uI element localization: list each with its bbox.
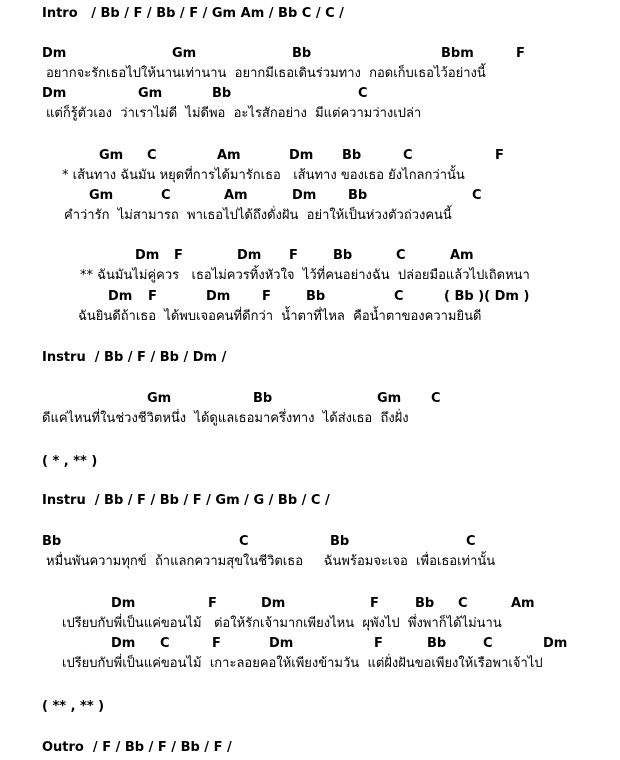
lyric-line: ดีแค่ไหนที่ในช่วงชีวิตหนึ่ง ได้ดูแลเธอมาครึ่งทาง ได้ส่งเธอ ถึงฝั่ง (42, 411, 409, 426)
instrumental-line: Instru / Bb / F / Bb / Dm / (42, 350, 227, 365)
chord: C (396, 248, 406, 263)
chord: F (495, 148, 504, 163)
chord: C (431, 391, 441, 406)
chord: Bb (427, 636, 447, 651)
chord: Dm (42, 86, 67, 101)
chord: Dm (111, 596, 136, 611)
chord: Gm (138, 86, 163, 101)
chord: F (174, 248, 183, 263)
chord: Bb (330, 534, 350, 549)
lyric-line: เปรียบกับพี่เป็นแค่ขอนไม้ ต่อให้รักเจ้ามากเพียงไหน ผุพังไป พึ่งพาก็ได้ไม่นาน (62, 616, 502, 631)
lyric-line: อยากจะรักเธอไปให้นานเท่านาน อยากมีเธอเดินร่วมทาง กอดเก็บเธอไว้อย่างนี้ (46, 66, 486, 81)
chord: Am (450, 248, 474, 263)
chord: Bbm (441, 46, 474, 61)
lyric-line: หมื่นพันความทุกข์ ถ้าแลกความสุขในชีวิตเธอ ฉันพร้อมจะเจอ เพื่อเธอเท่านั้น (46, 554, 496, 569)
chord: Am (217, 148, 241, 163)
chord: Dm (135, 248, 160, 263)
chord: F (374, 636, 383, 651)
chord: C (458, 596, 468, 611)
chord: C (161, 188, 171, 203)
chord: C (358, 86, 368, 101)
chord: Am (511, 596, 535, 611)
lyric-line: คำว่ารัก ไม่สามารถ พาเธอไปได้ถึงดั่งฝัน อย่าให้เป็นห่วงตัวถ่วงคนนี้ (64, 208, 452, 223)
chord: Bb (415, 596, 435, 611)
chord: Bb (306, 289, 326, 304)
chord: C (472, 188, 482, 203)
chord: Dm (289, 148, 314, 163)
chord: F (212, 636, 221, 651)
chord: Bb (342, 148, 362, 163)
chord: F (289, 248, 298, 263)
lyric-line: * เส้นทาง ฉันมัน หยุดที่การได้มารักเธอ เส้นทาง ของเธอ ยังไกลกว่านั้น (62, 168, 465, 183)
chord: C (483, 636, 493, 651)
chord: Dm (111, 636, 136, 651)
chord: ( Bb )( Dm ) (444, 289, 530, 304)
chord: C (394, 289, 404, 304)
chord: C (160, 636, 170, 651)
chord: Dm (237, 248, 262, 263)
repeat-marker: ( ** , ** ) (42, 699, 105, 714)
lyric-line: ฉันยินดีถ้าเธอ ได้พบเจอคนที่ดีกว่า น้ำตาที่ไหล คือน้ำตาของความยินดี (78, 309, 482, 324)
chord: Bb (42, 534, 62, 549)
chord: Dm (261, 596, 286, 611)
chord: C (239, 534, 249, 549)
chord: Gm (99, 148, 124, 163)
chord: Dm (543, 636, 568, 651)
chord: C (403, 148, 413, 163)
lyric-line: เปรียบกับพี่เป็นแค่ขอนไม้ เกาะลอยคอให้เพียงข้ามวัน แต่ฝั่งฝันขอเพียงให้เรือพาเจ้าไป (62, 656, 543, 671)
lyric-line: ** ฉันมันไม่คู่ควร เธอไม่ควรทิ้งหัวใจ ไว้ที่คนอย่างฉัน ปล่อยมือแล้วไปเถิดหนา (80, 268, 530, 283)
chord: Dm (206, 289, 231, 304)
chord: Bb (253, 391, 273, 406)
chord: F (262, 289, 271, 304)
chord: F (516, 46, 525, 61)
chord: Bb (212, 86, 232, 101)
chord: Dm (269, 636, 294, 651)
chord: Gm (89, 188, 114, 203)
chord: Bb (292, 46, 312, 61)
chord: Bb (333, 248, 353, 263)
chord: F (148, 289, 157, 304)
instrumental-line: Instru / Bb / F / Bb / F / Gm / G / Bb / C / (42, 493, 330, 508)
intro-line: Intro / Bb / F / Bb / F / Gm Am / Bb C / C / (42, 6, 344, 21)
chord: Gm (172, 46, 197, 61)
chord: C (147, 148, 157, 163)
lyric-line: แต่ก็รู้ตัวเอง ว่าเราไม่ดี ไม่ดีพอ อะไรสักอย่าง มีแต่ความว่างเปล่า (46, 106, 422, 121)
chord: F (370, 596, 379, 611)
outro-line: Outro / F / Bb / F / Bb / F / (42, 740, 232, 755)
chord: Dm (108, 289, 133, 304)
chord: Gm (147, 391, 172, 406)
chord: C (466, 534, 476, 549)
chord: Dm (42, 46, 67, 61)
repeat-marker: ( * , ** ) (42, 454, 98, 469)
chord: Am (224, 188, 248, 203)
chord: Gm (377, 391, 402, 406)
chord: Bb (348, 188, 368, 203)
chord: Dm (292, 188, 317, 203)
chord: F (208, 596, 217, 611)
